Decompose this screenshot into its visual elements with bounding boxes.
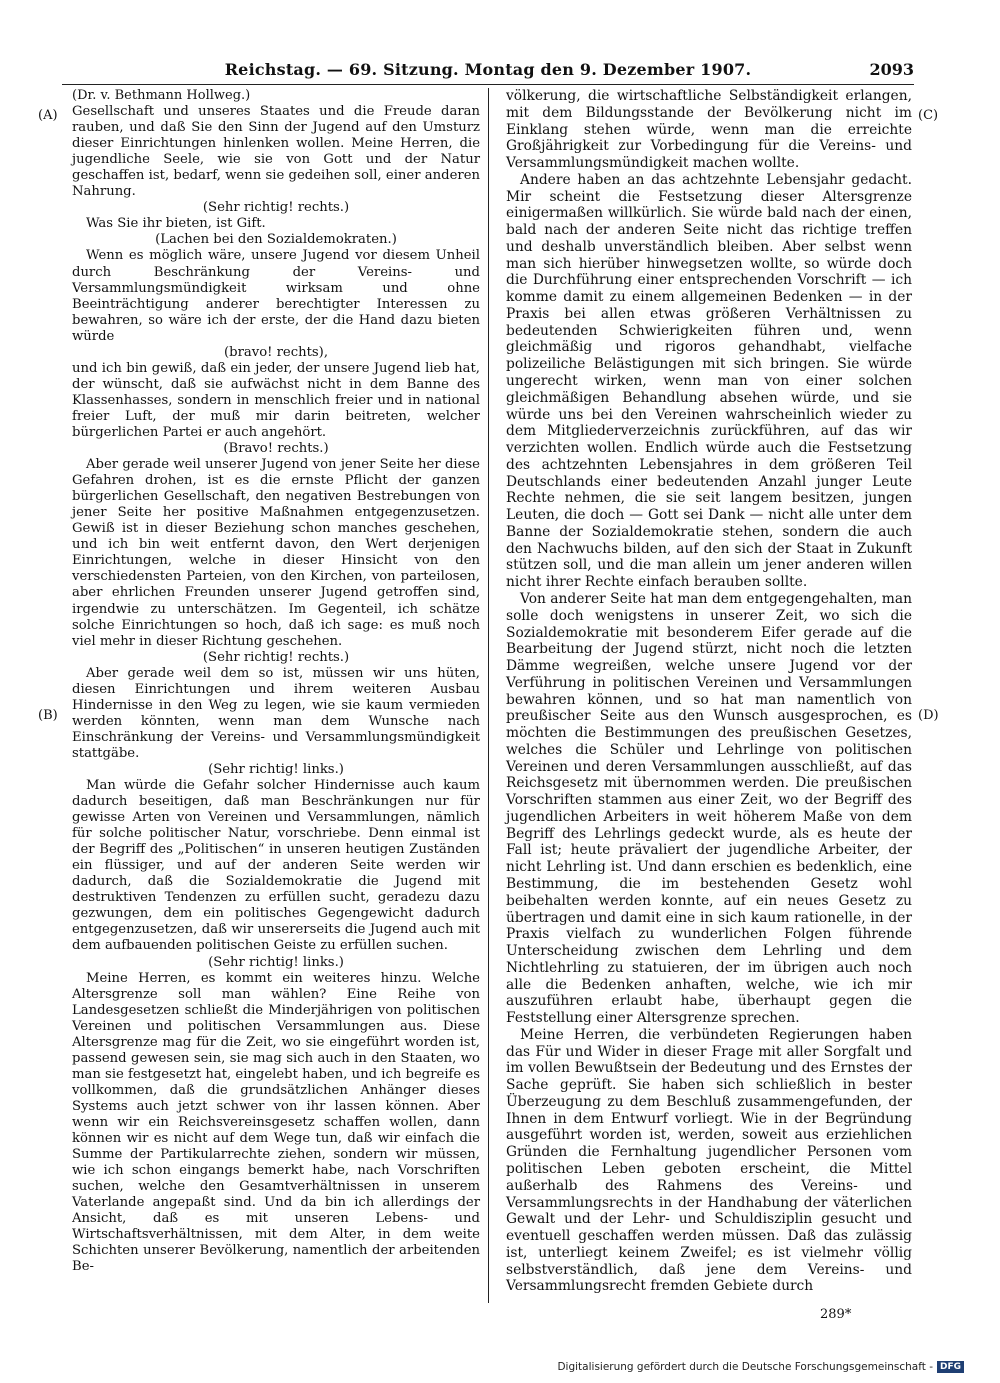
paragraph: Was Sie ihr bieten, ist Gift.	[86, 216, 266, 232]
paragraph: und ich bin gewiß, daß ein jeder, der unsere Jugend lieb hat, der wünscht, daß sie aufwächst nicht in dem Banne des Klassenhasses, sondern in menschlich freier und in national freier Luft, der muß mir darin beitreten, welcher bürgerlichen Partei er auch angehört.	[72, 360, 480, 440]
paragraph: völkerung, die wirtschaftliche Selbständigkeit erlangen, mit dem Bildungsstande der Bevölkerung nicht im Einklang stehen würde, wenn man die erreichte Großjährigkeit zur Vorbedingung für die Vereins- und Versammlungsmündigkeit machen wollte.	[506, 88, 912, 172]
right-column	[506, 88, 912, 1295]
interjection: (Lachen bei den Sozialdemokraten.)	[155, 232, 397, 248]
margin-marker-c: (C)	[918, 108, 939, 123]
interjection: (Bravo! rechts.)	[223, 441, 329, 457]
paragraph: Meine Herren, es kommt ein weiteres hinzu. Welche Altersgrenze soll man wählen? Eine Reihe von Landesgesetzen schließt die Minderjährigen von politischen Vereinen und politischen Versammlungen aus. Diese Altersgrenze mag für die Zeit, wo sie eingeführt worden ist, passend gewesen sein, sie mag sich auch in den Staaten, wo man sie festgesetzt hat, eingelebt haben, und ich begreife es vollkommen, daß die grundsätzlichen Anhänger dieses Systems auch jetzt schwer von ihr lassen können. Aber wenn wir ein Reichsvereinsgesetz schaffen wollen, dann können wir es nicht auf dem Wege tun, daß wir einfach die Summe der Partikularrechte ziehen, sondern wir müssen, wie ich schon eingangs bemerkt habe, nach Vorschriften suchen, welche den Gesamtverhältnissen in unserem Vaterlande angepaßt sind. Und da bin ich allerdings der Ansicht, daß es mit unseren Lebens- und Wirtschaftsverhältnissen, mit dem Alter, in dem weite Schichten unserer Bevölkerung, namentlich der arbeitenden Be-	[72, 970, 480, 1275]
header-title: Reichstag. — 69. Sitzung. Montag den 9. Dezember 1907.	[224, 60, 752, 79]
paragraph: Wenn es möglich wäre, unsere Jugend vor diesem Unheil durch Beschränkung der Vereins- und Versammlungsmündigkeit wirksam und ohne Beeinträchtigung anderer berechtigter Interessen zu bewahren, so wäre ich der erste, der die Hand dazu bieten würde	[72, 248, 480, 344]
interjection: (Sehr richtig! rechts.)	[202, 200, 350, 216]
column-divider	[488, 88, 489, 1303]
page-header	[62, 58, 914, 85]
footer	[557, 1361, 964, 1373]
margin-marker-a: (A)	[38, 108, 58, 123]
dfg-logo-icon: DFG	[937, 1361, 964, 1373]
paragraph: Aber gerade weil unserer Jugend von jener Seite her diese Gefahren drohen, ist es die ernste Pflicht der ganzen bürgerlichen Gesellschaft, den negativen Bestrebungen von jener Seite her positive Maßnahmen entgegenzusetzen. Gewiß ist in dieser Beziehung schon manches geschehen, und ich bin weit entfernt davon, den Wert derjenigen Einrichtungen, welche in dieser Hinsicht von den verschiedensten Parteien, von den Kirchen, von parteilosen, aber ehrlichen Freunden unserer Jugend getroffen sind, irgendwie zu unterschätzen. Im Gegenteil, ich schätze solche Einrichtungen so hoch, daß ich sage: es muß noch viel mehr in dieser Richtung geschehen.	[72, 457, 480, 649]
interjection: (bravo! rechts),	[223, 344, 329, 360]
paragraph: Man würde die Gefahr solcher Hindernisse auch kaum dadurch beseitigen, daß man Beschränkungen nur für gewisse Arten von Vereinen und Versammlungen, nämlich für solche politischer Natur, vorschriebe. Denn einmal ist der Begriff des „Politischen“ in unseren heutigen Zuständen ein flüssiger, und auf der anderen Seite werden wir dadurch, daß die Sozialdemokratie die Jugend mit destruktiven Tendenzen zu erfüllen sucht, geradezu dazu gezwungen, dem ein politisches Gegengewicht dadurch entgegenzusetzen, daß wir unsererseits die Jugend auch mit dem aufbauenden politischen Geiste zu erfüllen suchen.	[72, 778, 480, 954]
footer-text: Digitalisierung gefördert durch die Deutsche Forschungsgemeinschaft -	[557, 1361, 933, 1373]
interjection: (Sehr richtig! rechts.)	[202, 649, 350, 665]
paragraph: Von anderer Seite hat man dem entgegengehalten, man solle doch wenigstens in unserer Zeit, wo sich die Sozialdemokratie mit besonderem Eifer gerade auf die Bearbeitung der Jugend stürzt, nicht noch die letzten Dämme wegreißen, welche unsere Jugend vor der Verführung in politischen Vereinen und Versammlungen bewahren können, und so hat man namentlich von preußischer Seite aus den Wunsch ausgesprochen, es möchten die Bestimmungen des preußischen Gesetzes, welches die Schüler und Lehrlinge von politischen Vereinen und deren Versammlungen ausschließt, auf das Reichsgesetz mit übernommen werden. Die preußischen Vorschriften stammen aus einer Zeit, wo der Begriff des jugendlichen Arbeiters in weit höherem Maße von dem Begriff des Lehrlings gedeckt wurde, als es heute der Fall ist; heute prävaliert der jugendliche Arbeiter, der nicht Lehrling ist. Und dann erschien es bedenklich, eine Bestimmung, die im bestehenden Gesetz wohl beibehalten werden konnte, auf ein neues Gesetz zu übertragen und damit eine in sich kaum rationelle, in der Praxis vielfach zu wunderlichen Folgen führende Unterscheidung zwischen dem Lehrling und dem Nichtlehrling zu statuieren, der im übrigen auch noch alle die Bedenken anhaften, welche, wie ich mir auszuführen erlaubt habe, überhaupt gegen die Feststellung einer Altersgrenze sprechen.	[506, 590, 912, 1027]
margin-marker-b: (B)	[38, 708, 58, 723]
interjection: (Sehr richtig! links.)	[208, 954, 344, 970]
speaker-name: (Dr. v. Bethmann Hollweg.)	[72, 88, 251, 103]
paragraph: Gesellschaft und unseres Staates und die Freude daran rauben, und daß Sie den Sinn der Jugend auf den Umsturz dieser Einrichtungen hinlenken wollen. Meine Herren, die jugendliche Seele, wie sie von Gott und der Natur geschaffen ist, bedarf, wenn sie gedeihen soll, einer anderen Nahrung.	[72, 104, 480, 200]
paragraph: Andere haben an das achtzehnte Lebensjahr gedacht. Mir scheint die Festsetzung dieser Altersgrenze einigermaßen willkürlich. Sie würde bald nach der einen, bald nach der anderen Seite nicht das richtige treffen und deshalb unverständlich bleiben. Aber selbst wenn man sich hierüber hinwegsetzen wollte, so würde doch die Durchführung einer entsprechenden Vorschrift — ich komme damit zu einem allgemeinen Bedenken — in der Praxis bei allen etwas größeren Verhältnissen zu bedeutenden Schwierigkeiten führen und, wenn gleichmäßig und rigoros gehandhabt, vielfache polizeiliche Belästigungen mit sich bringen. Sie würde ungerecht wirken, wenn man von einer solchen gleichmäßigen Behandlung absehen würde, und sie würde uns bei den Vereinen wahrscheinlich wieder zu dem Mitgliederverzeichnis zurückführen, auf das wir verzichten wollen. Endlich würde auch die Festsetzung des achtzehnten Lebensjahres in dem größeren Teil Deutschlands einer bedeutenden Anzahl junger Leute Rechte nehmen, die sie seit langem besitzen, jungen Leuten, die doch — Gott sei Dank — nicht alle unter dem Banne der Sozialdemokratie stehen, sondern die auch den Nachwuchs bilden, auf den sich der Staat in Zukunft stützen soll, und die man allein um jener anderen willen nicht ihrer Rechte einfach berauben sollte.	[506, 171, 912, 591]
paragraph: Aber gerade weil dem so ist, müssen wir uns hüten, diesen Einrichtungen und ihrem weiteren Ausbau Hindernisse in den Weg zu legen, wie sie kaum vermieden werden könnten, wenn man dem Wunsche nach Einschränkung der Vereins- und Versammlungsmündigkeit stattgäbe.	[72, 665, 480, 761]
page-number: 2093	[869, 60, 914, 79]
paragraph: Meine Herren, die verbündeten Regierungen haben das Für und Wider in dieser Frage mit aller Sorgfalt und im vollen Bewußtsein der Bedeutung und des Ernstes der Sache geprüft. Sie haben sich schließlich in bester Überzeugung zu dem Beschluß zusammengefunden, der Ihnen in dem Entwurf vorliegt. Wie in der Begründung ausgeführt worden ist, werden, soweit aus erziehlichen Gründen die Fernhaltung jugendlicher Personen vom politischen Leben geboten erscheint, die Mittel außerhalb des Rahmens des Vereins- und Versammlungsrechts in der Handhabung der väterlichen Gewalt und der Lehr- und Schuldisziplin gesucht und eventuell geschaffen werden müssen. Daß das zulässig ist, unterliegt keinem Zweifel; es ist vielmehr völlig selbstverständlich, daß jene dem Vereins- und Versammlungsrecht fremden Gebiete durch	[506, 1026, 912, 1295]
interjection: (Sehr richtig! links.)	[208, 761, 344, 777]
left-column	[72, 88, 480, 1275]
signature-mark: 289*	[820, 1307, 852, 1322]
margin-marker-d: (D)	[918, 708, 939, 723]
